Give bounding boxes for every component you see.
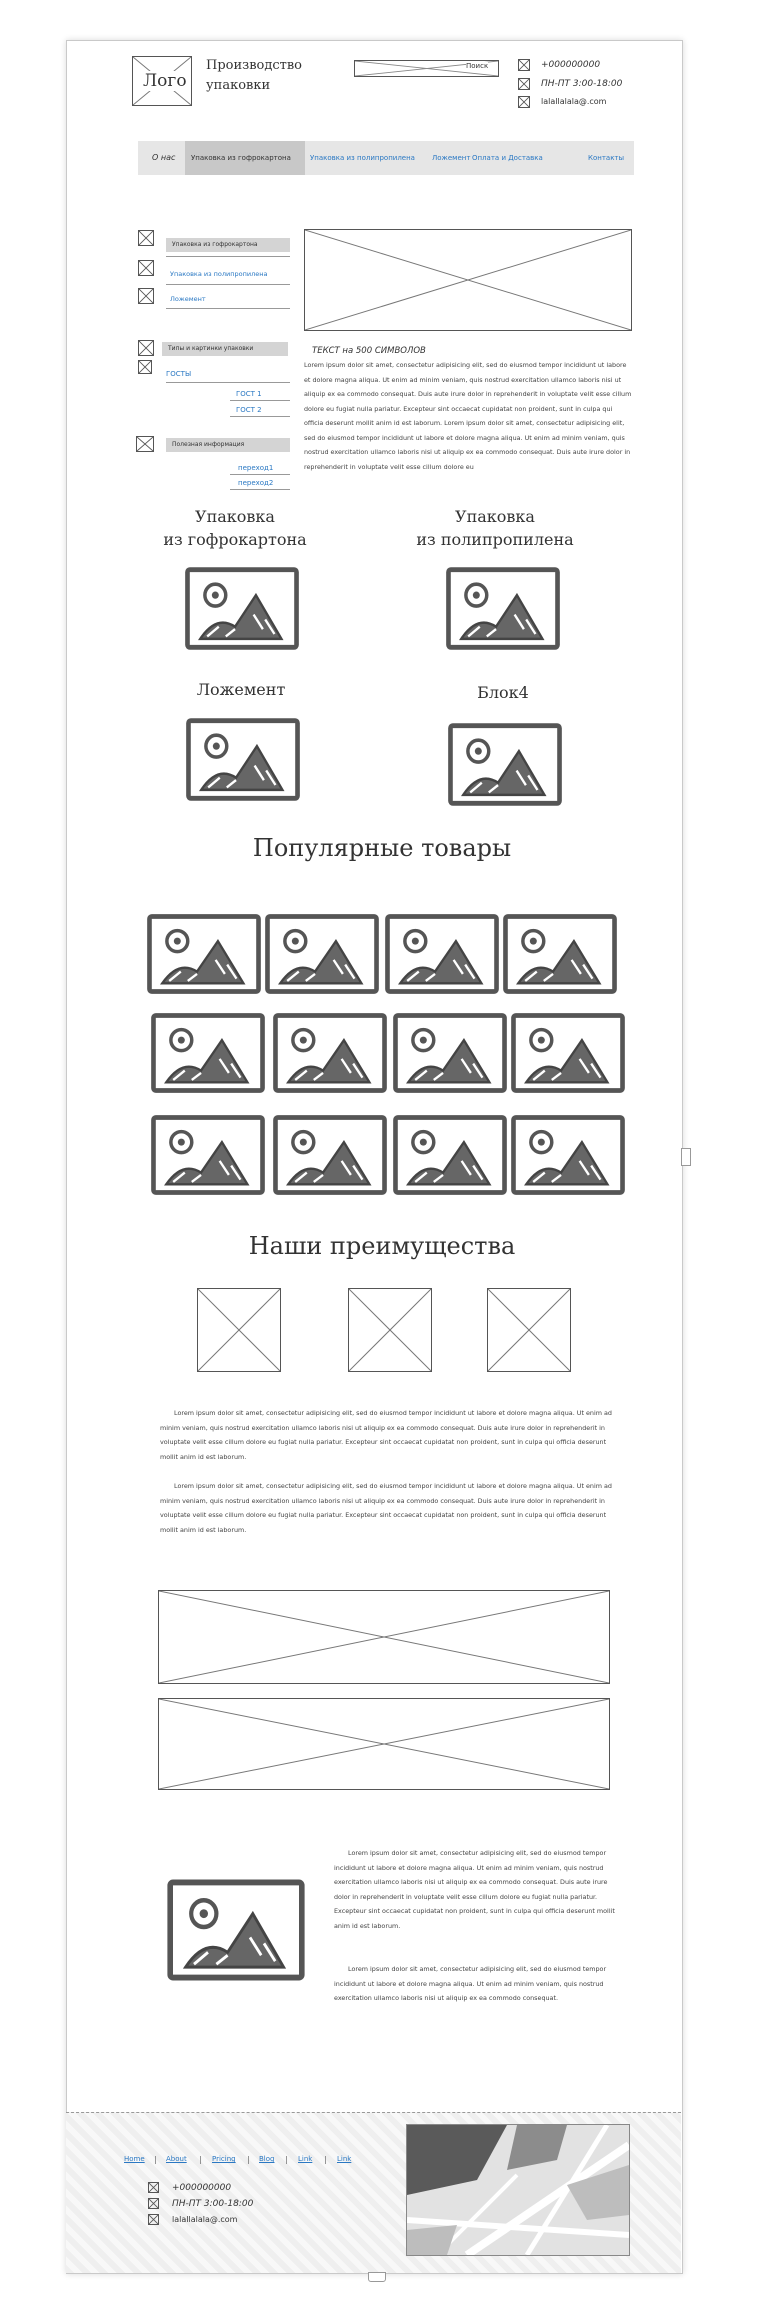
advantages-paragraph-2: Lorem ipsum dolor sit amet, consectetur adipisicing elit, sed do eiusmod tempor incididunt ut labore et dolore magna aliqua. Ut enim ad minim veniam, quis nostrud exercitation ullamco laboris nisi ut aliquip ex ea commodo consequat. Duis aute irure dolor in reprehenderit in voluptate velit esse cillum dolore eu fugiat nulla pariatur. Excepteur sint occaecat cupidatat non proident, sunt in culpa qui officia deserunt mollit anim id est laborum. — [160, 1482, 612, 1534]
page-resize-handle[interactable] — [368, 2272, 386, 2282]
footer-phone[interactable]: +000000000 — [172, 2183, 232, 2193]
product-card-image-4[interactable] — [502, 913, 618, 995]
footer-hours: ПН-ПТ 3:00-18:00 — [172, 2199, 254, 2209]
sidebar-icon-5 — [138, 360, 152, 374]
advantages-paragraph-1: Lorem ipsum dolor sit amet, consectetur adipisicing elit, sed do eiusmod tempor incididunt ut labore et dolore magna aliqua. Ut enim ad minim veniam, quis nostrud exercitation ullamco laboris nisi ut aliquip ex ea commodo consequat. Duis aute irure dolor in reprehenderit in voluptate velit esse cillum dolore eu fugiat nulla pariatur. Excepteur sint occaecat cupidatat non proident, sunt in culpa qui officia deserunt mollit anim id est laborum. — [160, 1409, 612, 1461]
footer-email[interactable]: lalallalala@.com — [172, 2215, 238, 2224]
category-polypropylene-line1: Упаковка — [455, 507, 535, 526]
footer-link-pricing[interactable]: Pricing — [212, 2155, 236, 2163]
category-image-block4[interactable] — [447, 722, 563, 807]
sidebar-group2-header-label: Типы и картинки упаковки — [168, 345, 254, 352]
sidebar-divider — [166, 308, 290, 309]
product-card-image-8[interactable] — [510, 1012, 626, 1094]
sidebar-divider — [166, 382, 290, 383]
intro-text: Lorem ipsum dolor sit amet, consectetur adipisicing elit, sed do eiusmod tempor incididunt ut labore et dolore magna aliqua. Ut enim ad minim veniam, quis nostrud exercitation ullamco laboris nisi ut aliquip ex ea commodo consequat. Duis aute irure dolor in reprehenderit in voluptate velit esse cillum dolore eu fugiat nulla pariatur. Excepteur sint occaecat cupidatat non proident, sunt in culpa qui officia deserunt mollit anim id est laborum. Lorem ipsum dolor sit amet, consectetur adipisicing elit, sed do eiusmod tempor incididunt ut labore et dolore magna aliqua. Ut enim ad minim veniam, quis nostrud exercitation ullamco laboris nisi ut aliquip ex ea commodo consequat. Duis aute irure dolor in reprehenderit in voluptate velit esse cillum dolore eu — [304, 361, 632, 471]
footer-separator: | — [247, 2155, 250, 2164]
sidebar-group2-header — [162, 342, 288, 356]
category-polypropylene-line2: из полипропилена — [416, 530, 574, 549]
company-name-line2: упаковки — [206, 78, 271, 93]
sidebar-group3-header — [166, 438, 290, 452]
sidebar-item-link2[interactable]: переход2 — [238, 479, 274, 487]
logo-label: Лого — [143, 71, 187, 91]
advantage-icon-3 — [487, 1288, 571, 1372]
product-card-image-5[interactable] — [150, 1012, 266, 1094]
footer-link-link1[interactable]: Link — [298, 2155, 313, 2163]
product-card-image-1[interactable] — [146, 913, 262, 995]
product-card-image-7[interactable] — [392, 1012, 508, 1094]
category-block4-line1: Блок4 — [477, 683, 529, 702]
footer-mail-icon — [148, 2214, 159, 2225]
sidebar-divider — [230, 489, 290, 490]
nav-item-payment-delivery[interactable]: Оплата и Доставка — [472, 154, 543, 162]
nav-item-lodgement[interactable]: Ложемент — [432, 154, 471, 162]
sidebar-icon-4 — [138, 340, 154, 356]
sidebar-item-gost2[interactable]: ГОСТ 2 — [236, 406, 262, 414]
footer-clock-icon — [148, 2198, 159, 2209]
banner-placeholder-1[interactable] — [158, 1590, 610, 1684]
sidebar-divider — [230, 400, 290, 401]
category-cardboard-line1: Упаковка — [195, 507, 275, 526]
footer-separator: | — [199, 2155, 202, 2164]
sidebar-icon-1 — [138, 230, 154, 246]
category-image-lodgement[interactable] — [185, 717, 301, 802]
sidebar-item-polypropylene[interactable]: Упаковка из полипропилена — [170, 270, 268, 278]
nav-item-contacts[interactable]: Контакты — [588, 154, 625, 162]
category-title-lodgement[interactable] — [178, 678, 304, 701]
phone-icon — [518, 59, 530, 71]
nav-item-about[interactable]: О нас — [152, 153, 176, 162]
footer-separator: | — [285, 2155, 288, 2164]
product-card-image-6[interactable] — [272, 1012, 388, 1094]
footer-separator: | — [154, 2155, 157, 2164]
product-card-image-12[interactable] — [510, 1114, 626, 1196]
popular-products-title: Популярные товары — [252, 834, 512, 862]
category-lodgement-line1: Ложемент — [196, 680, 286, 699]
sidebar-icon-2 — [138, 260, 154, 276]
nav-item-cardboard-label: Упаковка из гофрокартона — [191, 154, 291, 162]
header-hours: ПН-ПТ 3:00-18:00 — [541, 79, 623, 89]
advantage-icon-2 — [348, 1288, 432, 1372]
clock-icon — [518, 78, 530, 90]
sidebar-divider — [166, 256, 290, 257]
banner-placeholder-2[interactable] — [158, 1698, 610, 1790]
sidebar-icon-6 — [136, 436, 154, 452]
sidebar-icon-3 — [138, 288, 154, 304]
product-card-image-9[interactable] — [150, 1114, 266, 1196]
sidebar-divider — [166, 284, 290, 285]
intro-title: ТЕКСТ на 500 СИМВОЛОВ — [312, 346, 426, 356]
sidebar-item-cardboard-label: Упаковка из гофрокартона — [172, 241, 258, 248]
category-image-polypropylene[interactable] — [445, 566, 561, 651]
nav-item-cardboard[interactable] — [185, 141, 305, 175]
sidebar-divider — [230, 416, 290, 417]
footer-link-link2[interactable]: Link — [337, 2155, 352, 2163]
search-button[interactable]: Поиск — [466, 62, 489, 70]
sidebar-item-gosts[interactable]: ГОСТЫ — [166, 370, 192, 378]
company-name-line1: Производство — [206, 58, 303, 73]
about-paragraph-1: Lorem ipsum dolor sit amet, consectetur adipisicing elit, sed do eiusmod tempor incididunt ut labore et dolore magna aliqua. Ut enim ad minim veniam, quis nostrud exercitation ullamco laboris nisi ut aliquip ex ea commodo consequat. Duis aute irure dolor in reprehenderit in voluptate velit esse cillum dolore eu fugiat nulla pariatur. Excepteur sint occaecat cupidatat non proident, sunt in culpa qui officia deserunt mollit anim id est laborum. — [334, 1849, 615, 1930]
product-card-image-11[interactable] — [392, 1114, 508, 1196]
footer-phone-icon — [148, 2182, 159, 2193]
mail-icon — [518, 96, 530, 108]
footer-map[interactable] — [406, 2124, 630, 2256]
footer-separator: | — [324, 2155, 327, 2164]
sidebar-item-link1[interactable]: переход1 — [238, 464, 274, 472]
sidebar-item-lodgement[interactable]: Ложемент — [170, 295, 206, 303]
footer-link-blog[interactable]: Blog — [259, 2155, 275, 2163]
side-scroll-handle[interactable] — [681, 1148, 691, 1166]
advantage-icon-1 — [197, 1288, 281, 1372]
category-image-cardboard[interactable] — [184, 566, 300, 651]
category-title-block4[interactable] — [440, 681, 566, 704]
about-image[interactable] — [166, 1878, 306, 1982]
sidebar-group3-header-label: Полезная информация — [172, 441, 245, 448]
category-title-polypropylene[interactable] — [410, 505, 580, 551]
sidebar-item-cardboard[interactable] — [166, 238, 290, 252]
nav-item-polypropylene[interactable]: Упаковка из полипропилена — [310, 154, 415, 162]
logo-placeholder[interactable] — [132, 56, 192, 106]
hero-banner-placeholder[interactable] — [304, 229, 632, 331]
footer-link-about[interactable]: About — [166, 2155, 187, 2163]
product-card-image-10[interactable] — [272, 1114, 388, 1196]
header-email[interactable]: lalallalala@.com — [541, 97, 607, 106]
product-card-image-3[interactable] — [384, 913, 500, 995]
header-phone[interactable]: +000000000 — [541, 60, 601, 70]
sidebar-item-gost1[interactable]: ГОСТ 1 — [236, 390, 262, 398]
about-paragraph-2: Lorem ipsum dolor sit amet, consectetur adipisicing elit, sed do eiusmod tempor incididunt ut labore et dolore magna aliqua. Ut enim ad minim veniam, quis nostrud exercitation ullamco laboris nisi ut aliquip ex ea commodo consequat. — [334, 1965, 607, 2002]
product-card-image-2[interactable] — [264, 913, 380, 995]
category-cardboard-line2: из гофрокартона — [163, 530, 307, 549]
advantages-title: Наши преимущества — [248, 1232, 516, 1260]
category-title-cardboard[interactable] — [150, 505, 320, 551]
main-nav — [138, 141, 634, 175]
sidebar-divider — [230, 474, 290, 475]
footer-link-home[interactable]: Home — [124, 2155, 145, 2163]
